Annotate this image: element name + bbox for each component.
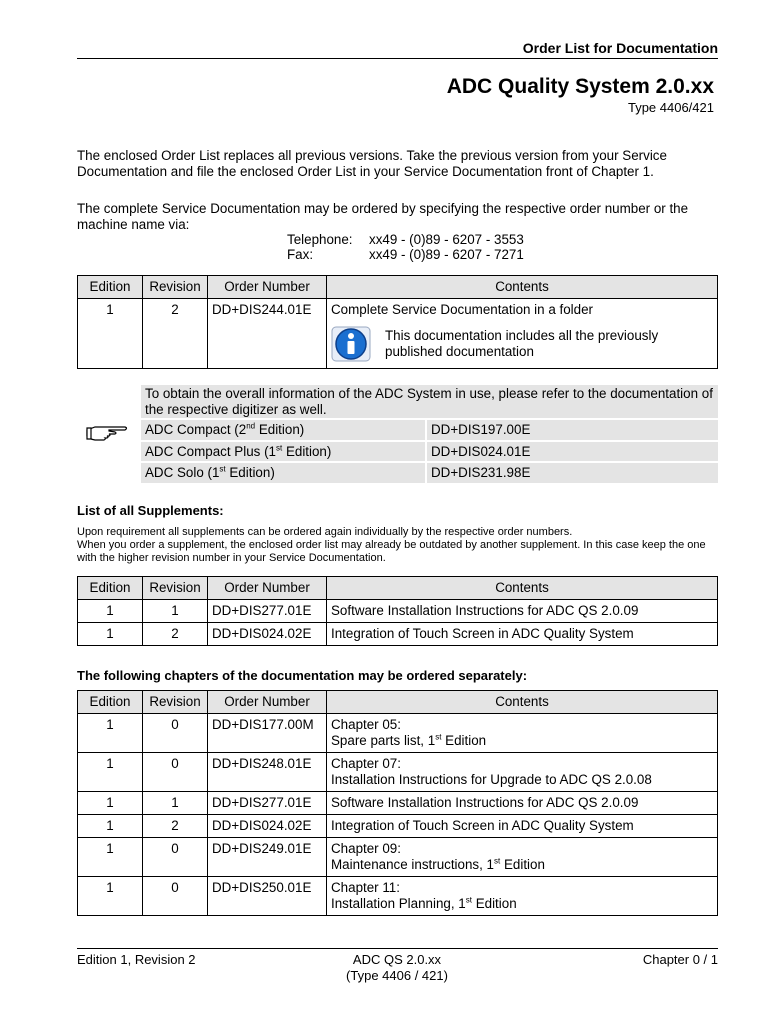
digitizer-order-number: DD+DIS231.98E: [427, 463, 718, 483]
cell-revision: 2: [143, 299, 208, 369]
cell-contents: [327, 714, 718, 753]
col-contents: Contents: [327, 276, 718, 299]
contents-line-1: Chapter 11:: [331, 880, 400, 895]
info-icon: [331, 326, 371, 362]
cell-revision: 0: [143, 877, 208, 916]
col-revision: Revision: [143, 276, 208, 299]
col-edition: Edition: [78, 691, 143, 714]
digitizer-name-text: ADC Solo (1: [145, 465, 220, 480]
cell-order-number: DD+DIS024.02E: [208, 623, 327, 646]
footer-chapter: Chapter 0 / 1: [642, 952, 718, 967]
cell-contents: [327, 753, 718, 792]
cell-contents: [327, 877, 718, 916]
cell-contents: [327, 838, 718, 877]
digitizer-name-text: ADC Compact (2: [145, 422, 247, 437]
col-edition: Edition: [78, 276, 143, 299]
cell-edition: 1: [78, 753, 143, 792]
col-order-number: Order Number: [208, 577, 327, 600]
telephone-label: Telephone:: [287, 232, 353, 247]
cell-order-number: DD+DIS277.01E: [208, 792, 327, 815]
contents-line-1: Integration of Touch Screen in ADC Quality System: [331, 818, 634, 833]
intro-paragraph-1: The enclosed Order List replaces all previous versions. Take the previous version from your Service Documentation and file the enclosed Order List in your Service Documentation front of Chapter 1.: [77, 148, 667, 179]
cell-edition: 1: [78, 792, 143, 815]
document-title: ADC Quality System 2.0.xx: [446, 75, 714, 98]
contents-text: Complete Service Documentation in a folder: [331, 302, 593, 317]
cell-revision: 2: [143, 815, 208, 838]
digitizer-name-end: Edition): [255, 422, 305, 437]
supplements-table: [77, 576, 718, 646]
digitizer-name-sup: st: [219, 464, 226, 474]
chapters-table: [77, 690, 718, 916]
digitizer-name-sup: nd: [246, 421, 256, 431]
contents-line-2: [331, 857, 713, 873]
pointing-hand-icon: [85, 422, 129, 442]
cell-contents: Integration of Touch Screen in ADC Quality System: [327, 623, 718, 646]
contents-line-2-text: Installation Planning, 1: [331, 896, 466, 911]
contents-line-2-end: Edition: [441, 733, 487, 748]
col-contents: Contents: [327, 577, 718, 600]
col-revision: Revision: [143, 577, 208, 600]
supplements-line-2: When you order a supplement, the enclosed order list may already be outdated by another supplement. In this case keep the one with the higher revision number in your Service Documentation.: [77, 539, 706, 564]
table-header-row: [78, 577, 718, 600]
main-order-table: [77, 275, 718, 369]
contact-fax: [287, 247, 524, 263]
digitizer-order-number: DD+DIS024.01E: [427, 442, 718, 462]
cell-edition: 1: [78, 600, 143, 623]
cell-contents: Software Installation Instructions for ADC QS 2.0.09: [327, 600, 718, 623]
contents-line-2: [331, 896, 713, 912]
table-row: [78, 815, 718, 838]
fax-label: Fax:: [287, 247, 314, 262]
cell-order-number: DD+DIS250.01E: [208, 877, 327, 916]
contents-line-2-text: Spare parts list, 1: [331, 733, 436, 748]
cell-order-number: DD+DIS244.01E: [208, 299, 327, 369]
digitizer-name: [141, 442, 425, 462]
digitizer-order-number: DD+DIS197.00E: [427, 420, 718, 440]
col-edition: Edition: [78, 577, 143, 600]
digitizer-name-end: Edition): [282, 443, 332, 459]
cell-revision: 0: [143, 838, 208, 877]
info-note: [331, 326, 713, 362]
table-row: [78, 623, 718, 646]
contents-line-2-sup: st: [435, 732, 442, 742]
table-row: [78, 299, 718, 369]
contents-line-2-text: Maintenance instructions, 1: [331, 857, 495, 872]
intro-paragraph-2: The complete Service Documentation may be ordered by specifying the respective order number or the machine name via:: [77, 201, 689, 232]
table-row: [78, 792, 718, 815]
cell-revision: 1: [143, 600, 208, 623]
digitizer-name: [141, 463, 425, 483]
table-header-row: [78, 691, 718, 714]
footer-product-type: (Type 4406 / 421): [346, 968, 448, 983]
cell-revision: 0: [143, 753, 208, 792]
col-order-number: Order Number: [208, 276, 327, 299]
cell-order-number: DD+DIS024.02E: [208, 815, 327, 838]
table-row: [78, 753, 718, 792]
cell-edition: 1: [78, 623, 143, 646]
cell-edition: 1: [78, 877, 143, 916]
digitizer-name-sup: st: [275, 443, 283, 453]
footer-edition: Edition 1, Revision 2: [77, 952, 196, 967]
note-text: To obtain the overall information of the ADC System in use, please refer to the documentation of the respective digitizer as well.: [141, 385, 718, 418]
contents-line-2-sup: st: [494, 856, 501, 866]
table-row: [78, 838, 718, 877]
footer-product: [327, 952, 467, 984]
chapters-title: The following chapters of the documentation may be ordered separately:: [77, 668, 528, 683]
cell-edition: 1: [78, 714, 143, 753]
contents-line-1: Software Installation Instructions for ADC QS 2.0.09: [331, 795, 639, 810]
contents-line-2: [331, 772, 713, 788]
table-header-row: [78, 276, 718, 299]
note-rows: [141, 420, 718, 483]
contents-line-2-end: Edition: [500, 857, 545, 872]
contents-line-1: Chapter 09:: [331, 841, 401, 856]
cell-revision: 1: [143, 792, 208, 815]
table-row: [78, 877, 718, 916]
note-row: [141, 442, 718, 462]
contents-line-1: Chapter 07:: [331, 756, 401, 771]
telephone-number: xx49 - (0)89 - 6207 - 3553: [369, 232, 524, 247]
digitizer-name-end: Edition): [225, 465, 275, 480]
digitizer-name-text: ADC Compact Plus (1: [145, 443, 276, 459]
fax-number: xx49 - (0)89 - 6207 - 7271: [369, 247, 524, 262]
cell-edition: 1: [78, 838, 143, 877]
table-row: [78, 714, 718, 753]
cell-edition: 1: [78, 815, 143, 838]
contents-line-2-sup: st: [465, 895, 472, 905]
cell-contents: [327, 815, 718, 838]
contents-line-1: Chapter 05:: [331, 717, 401, 732]
col-revision: Revision: [143, 691, 208, 714]
footer-product-name: ADC QS 2.0.xx: [352, 952, 442, 967]
note-row: [141, 420, 718, 440]
note-row: [141, 463, 718, 483]
contact-telephone: [287, 232, 524, 248]
digitizer-name: [141, 420, 425, 440]
col-contents: Contents: [327, 691, 718, 714]
info-text: This documentation includes all the previously published documentation: [385, 328, 659, 359]
col-order-number: Order Number: [208, 691, 327, 714]
contents-line-2-text: Installation Instructions for Upgrade to ADC QS 2.0.08: [331, 772, 652, 787]
supplements-line-1: Upon requirement all supplements can be ordered again individually by the respective order numbers.: [77, 526, 573, 538]
cell-revision: 2: [143, 623, 208, 646]
footer-rule: [77, 948, 718, 949]
contents-line-2: [331, 733, 713, 749]
supplements-title: List of all Supplements:: [77, 503, 224, 518]
cell-contents: [327, 792, 718, 815]
cell-order-number: DD+DIS248.01E: [208, 753, 327, 792]
header-rule: [77, 58, 718, 59]
table-row: [78, 600, 718, 623]
digitizer-note: [141, 385, 718, 483]
contents-line-2-end: Edition: [471, 896, 517, 911]
cell-order-number: DD+DIS249.01E: [208, 838, 327, 877]
cell-contents: [327, 299, 718, 369]
cell-edition: 1: [78, 299, 143, 369]
cell-order-number: DD+DIS177.00M: [208, 714, 327, 753]
cell-order-number: DD+DIS277.01E: [208, 600, 327, 623]
header-title: Order List for Documentation: [522, 40, 718, 56]
document-type: Type 4406/421: [627, 100, 714, 115]
cell-revision: 0: [143, 714, 208, 753]
